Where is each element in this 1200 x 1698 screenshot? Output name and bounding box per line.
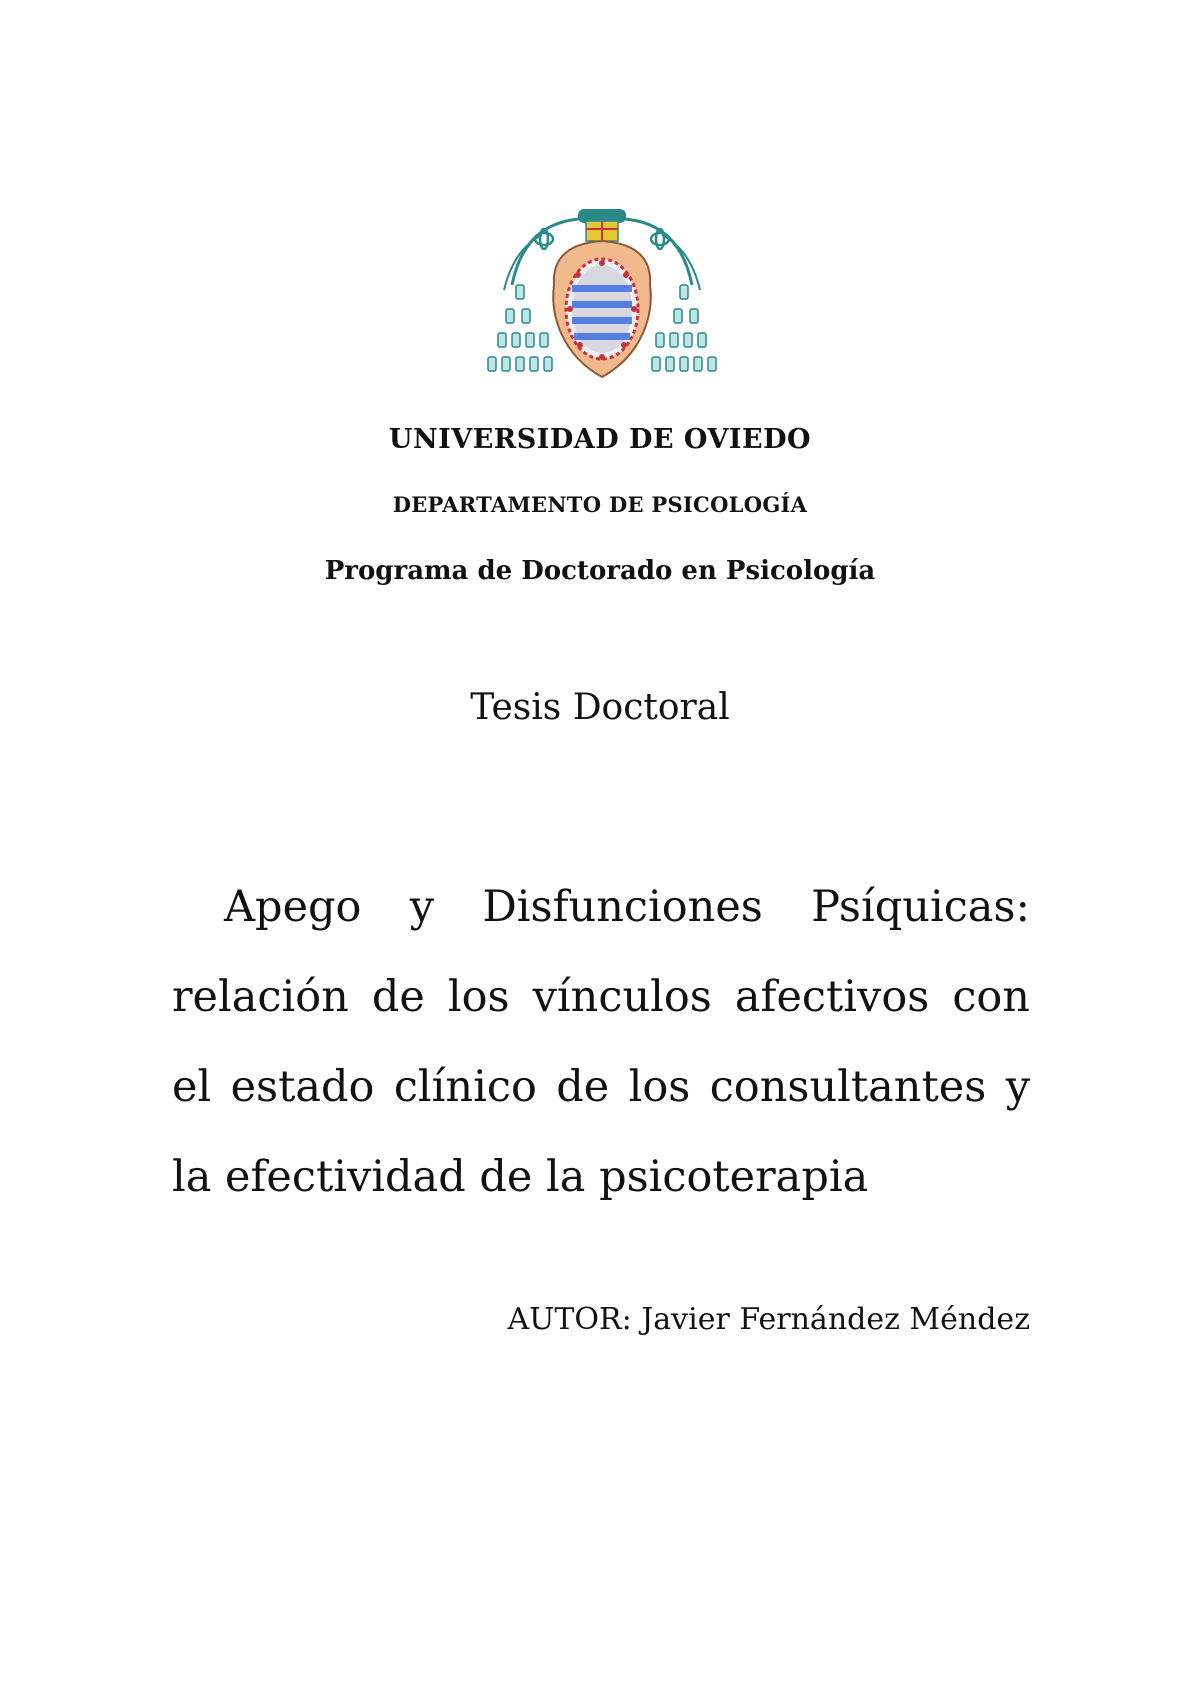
thesis-title: Apego y Disfunciones Psíquicas: relación de los vínculos afectivos con el estado clínico de los consultantes y la efectividad de la psicoterapia bbox=[172, 882, 1030, 1202]
university-crest-icon bbox=[482, 205, 722, 395]
doctoral-program: Programa de Doctorado en Psicología bbox=[324, 556, 876, 586]
university-name: UNIVERSIDAD DE OVIEDO bbox=[388, 424, 812, 455]
author-line: AUTOR: Javier Fernández Méndez bbox=[507, 1302, 1030, 1337]
department-name: DEPARTAMENTO DE PSICOLOGÍA bbox=[392, 492, 808, 517]
document-type-label: Tesis Doctoral bbox=[470, 687, 730, 728]
